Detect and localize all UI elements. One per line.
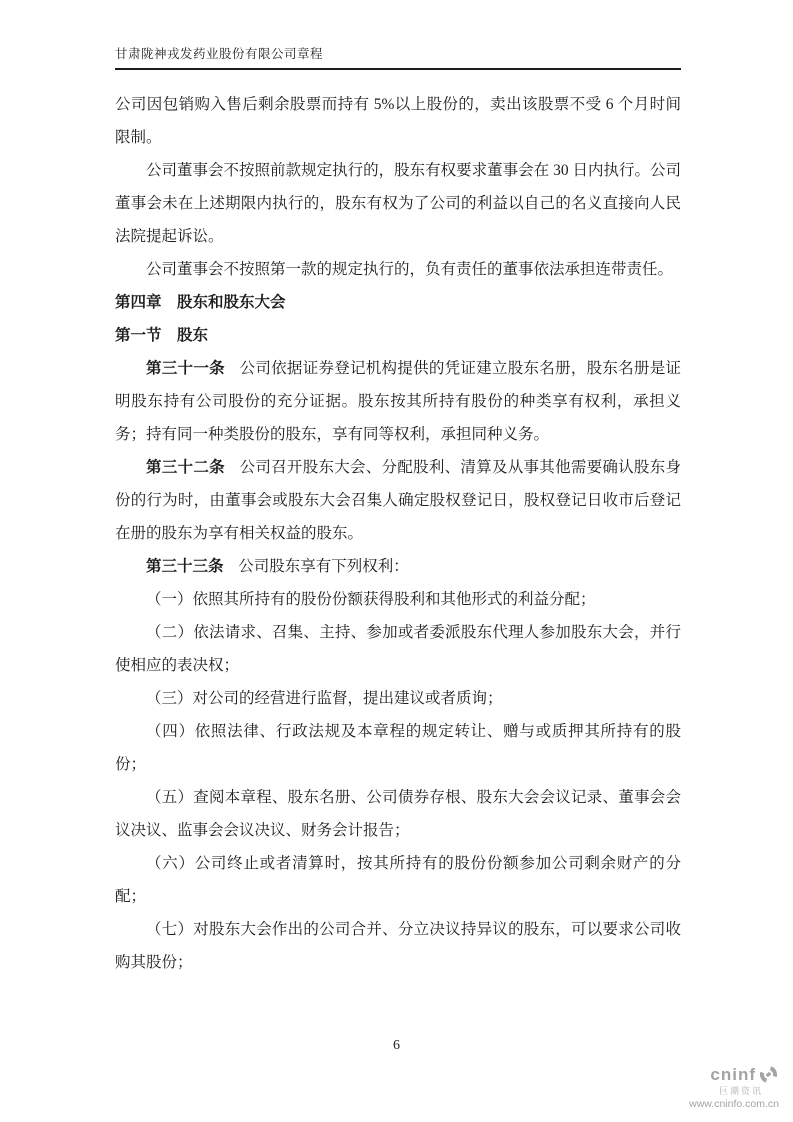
cninfo-swirl-icon <box>758 1065 779 1084</box>
header-title: 甘肃陇神戎发药业股份有限公司章程 <box>115 47 324 61</box>
cninfo-chinese-name: 巨潮资讯 <box>718 1085 763 1096</box>
section-heading: 第一节 股东 <box>115 327 209 344</box>
article-text: 公司依据证券登记机构提供的凭证建立股东名册，股东名册是证明股东持有公司股份的充分证据。股东按其所持有股份的种类享有权利，承担义务；持有同一种类股份的股东，享有同等权利，承担同种义务。 <box>115 360 681 443</box>
page-header <box>115 44 681 70</box>
list-item: （七）对股东大会作出的公司合并、分立决议持异议的股东，可以要求公司收购其股份； <box>115 921 681 971</box>
article-paragraph <box>115 451 681 550</box>
list-item: （五）查阅本章程、股东名册、公司债券存根、股东大会会议记录、董事会会议决议、监事会会议决议、财务会计报告； <box>115 789 681 839</box>
document-body <box>115 88 681 979</box>
paragraph: 公司董事会不按照第一款的规定执行的，负有责任的董事依法承担连带责任。 <box>146 261 674 278</box>
cninfo-url: www.cninfo.com.cn <box>689 1097 779 1110</box>
article-paragraph <box>115 550 681 583</box>
list-item: （二）依法请求、召集、主持、参加或者委派股东代理人参加股东大会，并行使相应的表决权； <box>115 624 681 674</box>
article-term: 第三十一条 <box>146 360 225 377</box>
list-item: （三）对公司的经营进行监督，提出建议或者质询； <box>146 690 503 707</box>
article-term: 第三十三条 <box>146 558 224 575</box>
article-text: 公司召开股东大会、分配股利、清算及从事其他需要确认股东身份的行为时，由董事会或股东大会召集人确定股权登记日，股权登记日收市后登记在册的股东为享有相关权益的股东。 <box>115 459 681 542</box>
list-item: （一）依照其所持有的股份份额获得股利和其他形式的利益分配； <box>146 591 596 608</box>
page-number: 6 <box>393 1038 400 1053</box>
chapter-heading: 第四章 股东和股东大会 <box>115 294 286 311</box>
list-item: （四）依照法律、行政法规及本章程的规定转让、赠与或质押其所持有的股份； <box>115 723 681 773</box>
article-term: 第三十二条 <box>146 459 225 476</box>
cninfo-logo <box>649 1065 779 1110</box>
cninfo-wordmark: cninf <box>710 1065 756 1085</box>
paragraph: 公司因包销购入售后剩余股票而持有 5%以上股份的，卖出该股票不受 6 个月时间限制。 <box>115 96 681 146</box>
article-paragraph <box>115 352 681 451</box>
list-item: （六）公司终止或者清算时，按其所持有的股份份额参加公司剩余财产的分配； <box>115 855 681 905</box>
article-text: 公司股东享有下列权利： <box>238 558 409 575</box>
paragraph: 公司董事会不按照前款规定执行的，股东有权要求董事会在 30 日内执行。公司董事会未在上述期限内执行的，股东有权为了公司的利益以自己的名义直接向人民法院提起诉讼。 <box>115 162 681 245</box>
